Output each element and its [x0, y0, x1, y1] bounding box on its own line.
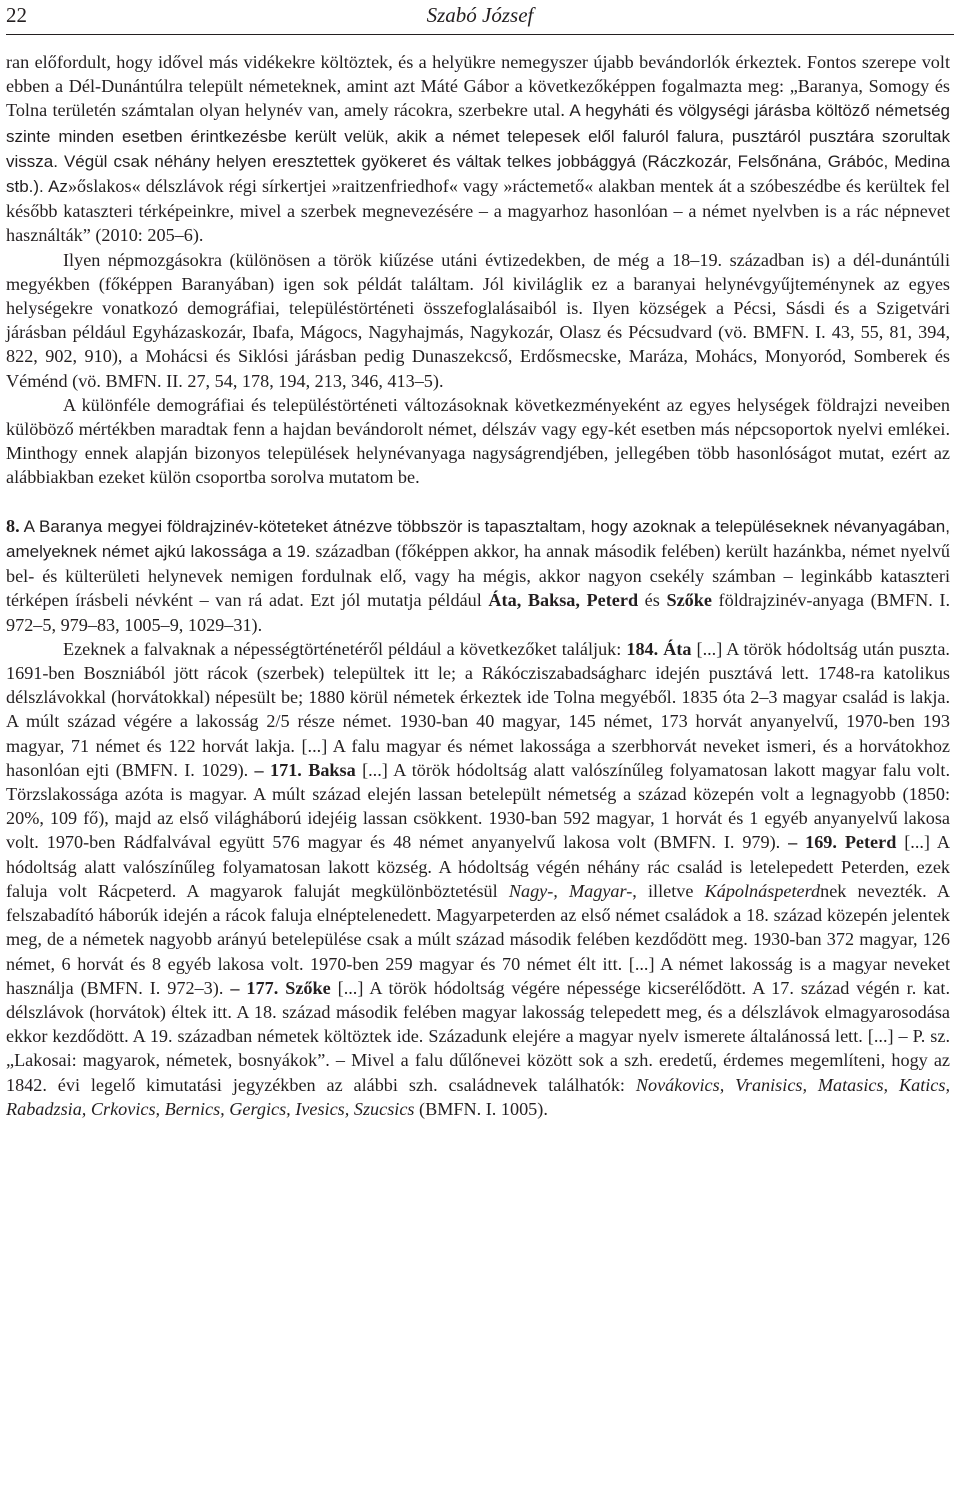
section-number: 8. [6, 515, 20, 536]
entry-heading: 184. Áta [626, 638, 692, 659]
entry-heading: – 169. Peterd [788, 832, 897, 853]
text-run: [...] A török hódoltság után puszta. 1691-ben Boszniából jött rácok (szerbek) települtek itt le; a Rákócziszabadságharc idején pusztává lett. 1748-ra katolikus délszlávokkal (horvátokkal) népesült be; 1880 körül németek érkeztek ide Tolna megyéből. 1835 óta 2–3 magyar család is lakja. A múlt század végére a lakosság 2/5 része német. 1930-ban 40 magyar, 145 német, 173 horvát anyanyelvű, 1970-ben 193 magyar, 71 német és 122 horvát lakja. [...] A falu magyar és német lakossága a szerbhorvát neveket ismeri, és a horvátokhoz hasonlóan ejti (BMFN. I. 1029). [6, 638, 950, 780]
place-name: Szőke [666, 590, 712, 611]
text-run: A hegyháti és völgységi járásba költöző németség szinte minden esetben érintkezésbe került velük, akik a német telepesek elől faluról falura, pusztáról pusztára szorultak vissza. Végül csak néhány helyen eresztettek gyökeret és váltak telkes jobbággyá (Ráczkozár, Felsőnána, Grábóc, Medina stb.). Az [6, 101, 951, 197]
body-text [6, 50, 950, 1121]
entry-heading: – 177. Szőke [230, 977, 331, 998]
text-run: Ilyen népmozgásokra (különösen a török kiűzése utáni évtizedekben, de még a 18–19. században is) a dél-dunántúli megyékben (főképpen Baranyában) igen sok példát találtam. [6, 249, 950, 294]
text-run: , illetve [632, 880, 705, 901]
place-names: Áta, Baksa, Peterd [488, 590, 639, 611]
paragraph [6, 637, 950, 1121]
entry-heading: – 171. Baksa [254, 759, 356, 780]
running-header [6, 0, 954, 35]
paragraph [6, 50, 950, 248]
text-run: »őslakos« délszlávok régi sírkertjei »raitzenfriedhof« vagy »ráctemető« alakban mentek át a szóbeszédbe és kerültek fel később kataszteri térképeinkre, mivel a szerbek megnevezésére – a magyarhoz hasonlóan – a német nyelvben is a rác népnevet használták” (2010: 205–6). [6, 176, 950, 246]
paragraph [6, 248, 950, 393]
text-run: ran előfordult, hogy idővel más vidékekre költöztek, és a helyükre nemegyszer újabb bevándorlók érkeztek. Fontos szerepe volt ebben a Dél-Dunántúlra települt németeknek, amint azt Máté Gábor a következőképpen fogalmazta meg: „Baranya, Somogy és Tolna területén számtalan olyan helynév van, amely rácokra, szerbekre utal. [6, 52, 950, 121]
text-run: és [638, 590, 667, 611]
text-run: [...] A hódoltság alatt valószínűleg folyamatosan lakott község. A hódoltság végén néhány rác család is letelepedett Peterden, ezek faluja volt Rácpeterd. A magyarok faluját megkülönböztetésül [6, 832, 951, 901]
running-title: Szabó József [426, 3, 534, 27]
text-run: A Baranya megyei földrajzinév-köteteket átnézve többször is tapasztaltam, hogy azoknak a településeknek névanyagában, amelyeknek német ajkú lakossága a 19. [6, 516, 950, 562]
text-run: században (főképpen akkor, ha annak második felében) került hazánkba, német nyelvű bel- és külterületi helynevek nemigen fordulnak elő, vagy ha mégis, akkor nagyon csekély számban – leginkább kataszteri térképen írásbeli névként – van rá adat. Ezt jól mutatja például [6, 541, 951, 611]
section-paragraph [6, 514, 950, 637]
text-run: [...] A török hódoltság alatt valószínűleg folyamatosan lakott magyar falu volt. Törzslakossága azóta is magyar. A múlt század elején lassan betelepült németség a század közepén volt a legnagyobb (1850: 20%, 109 fő), majd az első világháború idejéig lassan csökkent. 1930-ban 592 magyar, 1 horvát és 1 egyéb anyanyelvű lakosa volt. 1970-ben Rádfalvával együtt 576 magyar és 48 német anyanyelvű lakosa volt (BMFN. I. 979). [6, 759, 951, 853]
text-run: Jól kiviláglik ez a baranyai helynévgyűjteménynek az egyes helységekre vonatkozó demográfiai, településtörténeti összefoglalásaiból is. Ilyen községek a Pécsi, Sásdi és a Szigetvári járásban például Egyházaskozár, Ibafa, Mágocs, Nagyhajmás, Nagykozár, Olasz és Pécsudvard (vö. BMFN. I. 43, 55, 81, 394, 822, 902, 910), a Mohácsi és Siklósi járásban pedig Dunaszekcső, Erdősmecske, Maráza, Mohács, Monyoród, Somberek és Véménd (vö. BMFN. II. 27, 54, 178, 194, 213, 346, 413–5). [6, 273, 950, 391]
paragraph: A különféle demográfiai és településtörténeti változásoknak következményeként az egyes helységek földrajzi neveiben külöböző mértékben maradtak fenn a hajdan bevándorolt német, délszáv vagy egy-két esetben más népcsoportok nyelvi emlékei. Minthogy ennek alapján bizonyos települések helynévanyaga nagyságrendjében, jellegében több hasonlóságot mutat, ezért az alábbiakban ezeket külön csoportba sorolva mutatom be. [6, 394, 950, 488]
page-number: 22 [6, 3, 27, 27]
italic-family-names: Novákovics, Vranisics, Matasics, Katics, Rabadzsia, Crkovics, Bernics, Gergics, Ivesics, Szucsics [6, 1074, 950, 1119]
text-run: (BMFN. I. 1005). [414, 1098, 548, 1119]
text-run: Ezeknek a falvaknak a népességtörténetéről például a következőket találjuk: [63, 638, 627, 659]
italic-term: Kápolnáspeterd [704, 880, 821, 901]
text-run: földrajzinév-anyaga (BMFN. I. 972–5, 979–83, 1005–9, 1029–31). [6, 590, 950, 635]
italic-term: Nagy-, Magyar- [508, 880, 633, 901]
text-run: [...] A török hódoltság végére népessége kicserélődött. A 17. század végén r. kat. délszlávok (horvátok) éltek itt. A 18. század második felében magyar lakosság telepedett meg, és a délszlávok elmagyarosodása ekkor kezdődött. A 19. században németek költöztek ide. Századunk elejére a magyar nyelv ismerete általánossá lett. [...] – P. sz. „Lakosai: magyarok, németek, bosnyákok”. – Mivel a falu dűlőnevei között sok a szh. eredetű, érdemes megemlíteni, hogy az 1842. évi legelő kimutatási jegyzékben az alábbi szh. családnevek találhatók: [6, 977, 951, 1095]
text-run: nek nevezték. A felszabadító háborúk idején a rácok faluja elnéptelenedett. Magyarpeterden az első német családok a 18. század közepén jelentek meg, de a németek nagyobb arányú betelepülése csak a múlt század második felében kezdődött meg. 1930-ban 372 magyar, 126 német, 6 horvát és 8 egyéb lakosa volt. 1970-ben 259 magyar és 70 német élt itt. [...] A német lakosság is a magyar neveket használja (BMFN. I. 972–3). [6, 880, 950, 998]
